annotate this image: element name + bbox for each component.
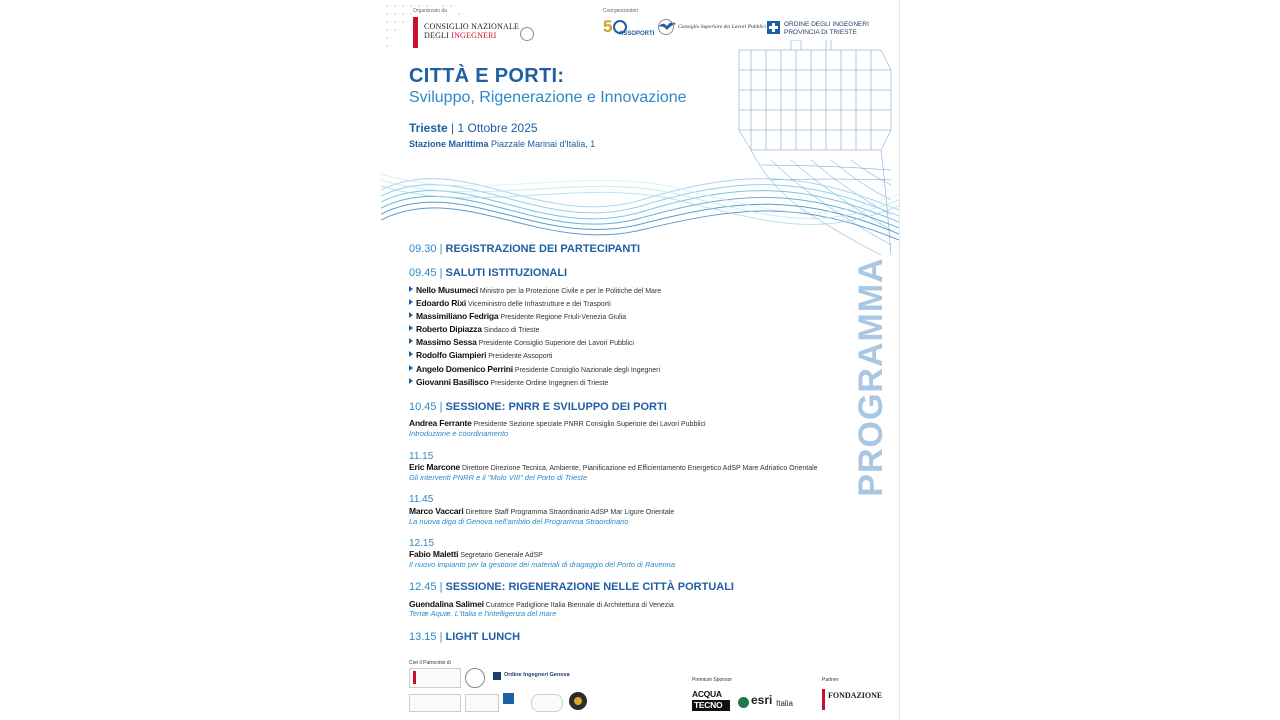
bullet-arrow-icon — [409, 378, 413, 384]
patron-badge-icon — [569, 692, 587, 710]
slot-regeneration-title: SESSIONE: RIGENERAZIONE NELLE CITTÀ PORTUALI — [445, 581, 734, 593]
greeting-item — [409, 285, 661, 295]
talk-time: 11.45 — [409, 494, 434, 505]
speaker-role: Presidente Sezione speciale PNRR Consiglio Superiore dei Lavori Pubblici — [473, 421, 706, 428]
speaker-name: Guendalina Salimei — [409, 599, 484, 609]
bullet-arrow-icon — [409, 312, 413, 318]
cni-line2a: DEGLI — [424, 31, 452, 40]
slot-registration-time: 09.30 | — [409, 243, 443, 255]
cslp-text: Consiglio Superiore dei Lavori Pubblici — [678, 24, 767, 30]
oit-logo-mark — [767, 21, 780, 34]
esri-globe-icon — [738, 697, 749, 708]
slot-pnrr-time: 10.45 | — [409, 401, 443, 413]
speaker-name: Angelo Domenico Perrini — [416, 364, 513, 374]
ordine-genova-text: Ordine Ingegneri Genova — [504, 672, 570, 678]
talk-vaccari — [409, 506, 674, 516]
greeting-item — [409, 324, 539, 334]
bullet-arrow-icon — [409, 299, 413, 305]
speaker-role: Direttore Staff Programma Straordinario AdSP Mar Ligure Orientale — [465, 509, 675, 516]
slot-registration-title: REGISTRAZIONE DEI PARTECIPANTI — [445, 243, 641, 255]
speaker-role: Ministro per la Protezione Civile e per le Politiche del Mare — [479, 288, 662, 295]
talk-marcone — [409, 462, 818, 472]
acquatecno-logo — [692, 689, 730, 713]
speaker-name: Massimiliano Fedriga — [416, 311, 499, 321]
patron-logo — [465, 694, 499, 712]
slot-regeneration-time: 12.45 | — [409, 581, 443, 593]
fondazione-mark — [822, 689, 825, 710]
event-venue — [409, 139, 595, 149]
premium-sponsor-label: Premium Sponsor — [692, 677, 733, 683]
speaker-name: Marco Vaccari — [409, 506, 464, 516]
speaker-role: Presidente Ordine Ingegneri di Trieste — [490, 380, 609, 387]
bullet-arrow-icon — [409, 325, 413, 331]
speaker-role: Curatrice Padiglione Italia Biennale di Architettura di Venezia — [485, 602, 674, 609]
cni-logo-mark — [413, 17, 418, 48]
patron-logo — [409, 694, 461, 712]
talk-maletti — [409, 549, 543, 559]
slot-regeneration-session — [409, 581, 734, 593]
speaker-name: Roberto Dipiazza — [416, 324, 482, 334]
speaker-role: Sindaco di Trieste — [483, 327, 540, 334]
speaker-name: Nello Musumeci — [416, 285, 478, 295]
slot-registration — [409, 243, 640, 255]
speaker-name: Giovanni Basilisco — [416, 377, 489, 387]
partner-label: Partner — [822, 677, 839, 683]
talk-ferrante — [409, 418, 706, 428]
bullet-arrow-icon — [409, 286, 413, 292]
event-subtitle: Sviluppo, Rigenerazione e Innovazione — [409, 89, 687, 106]
oit-logo-text — [784, 21, 869, 37]
coorganizers-label: Coorganizzatori — [603, 8, 639, 14]
greeting-item — [409, 337, 634, 347]
assoporti-logo — [603, 17, 653, 39]
speaker-role: Presidente Consiglio Superiore dei Lavori Pubblici — [478, 340, 634, 347]
slot-lunch — [409, 631, 520, 643]
oit-line2: PROVINCIA DI TRIESTE — [784, 29, 857, 36]
speaker-name: Andrea Ferrante — [409, 418, 472, 428]
speaker-role: Presidente Assoporti — [488, 353, 553, 360]
talk-topic: La nuova diga di Genova nell'ambito del Programma Straordinario — [409, 517, 629, 526]
program-poster — [381, 0, 900, 720]
republic-emblem-icon — [520, 27, 534, 41]
bullet-arrow-icon — [409, 365, 413, 371]
greeting-item — [409, 298, 611, 308]
slot-lunch-title: LIGHT LUNCH — [445, 631, 521, 643]
assoporti-50-mark: 5 — [603, 17, 613, 36]
slot-pnrr-title: SESSIONE: PNRR E SVILUPPO DEI PORTI — [445, 401, 667, 413]
bullet-arrow-icon — [409, 338, 413, 344]
slot-greetings-time: 09.45 | — [409, 267, 443, 279]
speaker-name: Rodolfo Giampieri — [416, 350, 487, 360]
organized-by-label: Organizzato da — [413, 8, 447, 14]
tecno-text: TECNO — [692, 700, 730, 711]
ordine-genova-mark — [493, 672, 501, 680]
speaker-role: Viceministro delle Infrastrutture e dei Trasporti — [467, 301, 611, 308]
cni-line2b: INGEGNERI — [451, 31, 497, 40]
patron-logo-mark — [503, 693, 514, 704]
esri-italia-text: Italia — [776, 699, 793, 708]
greeting-item — [409, 311, 626, 321]
cni-logo-text — [424, 22, 519, 40]
talk-salimei — [409, 599, 674, 609]
patron-seal-icon — [465, 668, 485, 688]
event-city-date — [409, 121, 538, 135]
assoporti-text: ASSOPORTI — [619, 31, 655, 37]
talk-topic: Introduzione e coordinamento — [409, 429, 509, 438]
greeting-item — [409, 350, 552, 360]
event-date: | 1 Ottobre 2025 — [451, 121, 538, 135]
talk-topic: Il nuovo impianto per la gestione dei materiali di dragaggio del Porto di Ravenna — [409, 560, 675, 569]
venue-name: Stazione Marittima — [409, 139, 489, 149]
speaker-name: Massimo Sessa — [416, 337, 477, 347]
programma-text: PROGRAMMA — [851, 257, 890, 497]
speaker-role: Segretario Generale AdSP — [460, 552, 543, 559]
slot-greetings — [409, 267, 567, 279]
greeting-item — [409, 377, 608, 387]
talk-topic: Gli interventi PNRR e il "Molo VIII" del Porto di Trieste — [409, 473, 588, 482]
greeting-item — [409, 364, 660, 374]
slot-pnrr-session — [409, 401, 667, 413]
cslp-emblem-icon — [658, 19, 674, 35]
speaker-name: Fabio Maletti — [409, 549, 459, 559]
speaker-role: Presidente Regione Friuli-Venezia Giulia — [500, 314, 627, 321]
event-city: Trieste — [409, 121, 448, 135]
programma-vertical-label — [847, 252, 899, 502]
fondazione-text: FONDAZIONE — [828, 691, 883, 700]
speaker-role: Presidente Consiglio Nazionale degli Ingegneri — [514, 367, 661, 374]
oit-line1: ORDINE DEGLI INGEGNERI — [784, 21, 869, 28]
talk-topic: Terræ Aquæ. L'Italia e l'intelligenza del mare — [409, 609, 557, 618]
patronage-label: Con il Patrocinio di — [409, 660, 451, 666]
slot-greetings-title: SALUTI ISTITUZIONALI — [445, 267, 568, 279]
event-title: CITTÀ E PORTI: — [409, 65, 565, 87]
speaker-role: Direttore Direzione Tecnica, Ambiente, Pianificazione ed Efficientamento Energetico AdSP Mare Adriatico Orientale — [461, 465, 818, 472]
slot-lunch-time: 13.15 | — [409, 631, 443, 643]
talk-time: 11.15 — [409, 451, 434, 462]
bullet-arrow-icon — [409, 351, 413, 357]
esri-text: esri — [751, 693, 773, 707]
patron-logo — [531, 694, 563, 712]
venue-address: Piazzale Marinai d'Italia, 1 — [491, 139, 596, 149]
speaker-name: Edoardo Rixi — [416, 298, 467, 308]
speaker-name: Eric Marcone — [409, 462, 460, 472]
acqua-text: ACQUA — [692, 689, 722, 699]
cni-line1: CONSIGLIO NAZIONALE — [424, 22, 520, 31]
talk-time: 12.15 — [409, 538, 435, 549]
patron-logo — [409, 668, 461, 688]
